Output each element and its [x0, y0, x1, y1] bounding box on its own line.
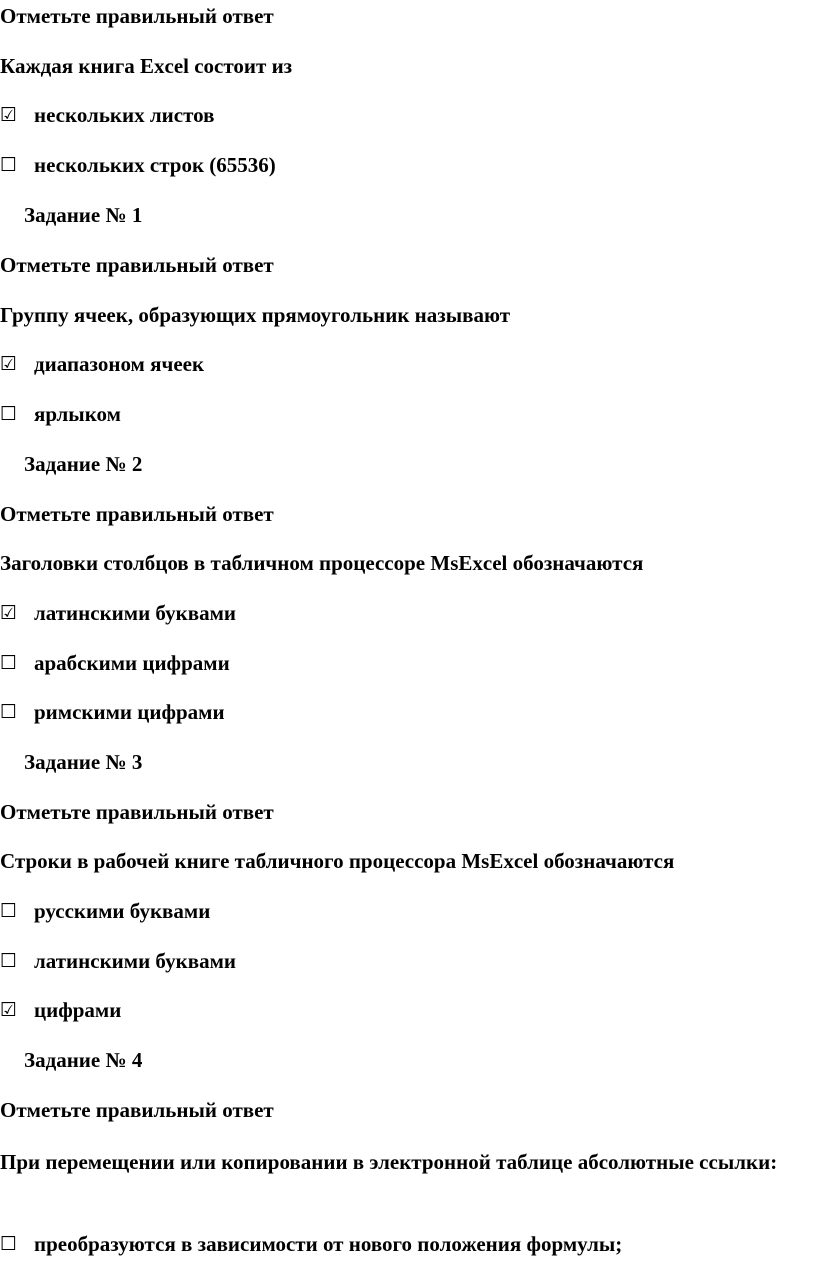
instruction-text: Отметьте правильный ответ: [0, 253, 274, 277]
option-text: нескольких листов: [34, 103, 215, 127]
option-text: римскими цифрами: [34, 700, 225, 724]
option-text: диапазоном ячеек: [34, 352, 205, 376]
instruction-text: Отметьте правильный ответ: [0, 502, 274, 526]
instruction-text: Отметьте правильный ответ: [0, 1098, 274, 1122]
checkbox-unchecked-icon: ☐: [0, 900, 18, 922]
task-header: Задание № 4: [24, 1048, 143, 1072]
answer-option: [0, 651, 230, 676]
checkbox-unchecked-icon: ☐: [0, 403, 18, 425]
checkbox-checked-icon: ☑: [0, 353, 18, 375]
answer-option: [0, 899, 210, 924]
checkbox-unchecked-icon: ☐: [0, 950, 18, 972]
checkbox-unchecked-icon: ☐: [0, 701, 18, 723]
question-text: Группу ячеек, образующих прямоугольник называют: [0, 303, 511, 327]
answer-option: [0, 998, 121, 1023]
question-text: Строки в рабочей книге табличного процессора MsExcel обозначаются: [0, 849, 675, 873]
option-text: русскими буквами: [34, 899, 211, 923]
checkbox-checked-icon: ☑: [0, 104, 18, 126]
option-text: латинскими буквами: [34, 601, 236, 625]
instruction-text: Отметьте правильный ответ: [0, 4, 274, 28]
answer-option: [0, 402, 121, 427]
answer-option: [0, 601, 236, 626]
option-text: преобразуются в зависимости от нового положения формулы;: [34, 1232, 623, 1256]
option-text: цифрами: [34, 998, 122, 1022]
question-text: Каждая книга Excel состоит из: [0, 54, 293, 78]
checkbox-checked-icon: ☑: [0, 602, 18, 624]
checkbox-checked-icon: ☑: [0, 999, 18, 1021]
checkbox-unchecked-icon: ☐: [0, 1233, 18, 1255]
answer-option: [0, 153, 276, 178]
checkbox-unchecked-icon: ☐: [0, 154, 18, 176]
question-text: Заголовки столбцов в табличном процессоре MsExcel обозначаются: [0, 551, 644, 575]
answer-option: [0, 949, 236, 974]
answer-option: [0, 1232, 622, 1257]
instruction-text: Отметьте правильный ответ: [0, 800, 274, 824]
question-text: При перемещении или копировании в электронной таблице абсолютные ссылки:: [0, 1150, 778, 1174]
answer-option: [0, 700, 225, 725]
task-header: Задание № 2: [24, 452, 143, 476]
option-text: ярлыком: [34, 402, 121, 426]
task-header: Задание № 3: [24, 750, 143, 774]
option-text: латинскими буквами: [34, 949, 236, 973]
option-text: арабскими цифрами: [34, 651, 230, 675]
answer-option: [0, 352, 204, 377]
task-header: Задание № 1: [24, 203, 143, 227]
checkbox-unchecked-icon: ☐: [0, 652, 18, 674]
answer-option: [0, 103, 214, 128]
option-text: нескольких строк (65536): [34, 153, 276, 177]
